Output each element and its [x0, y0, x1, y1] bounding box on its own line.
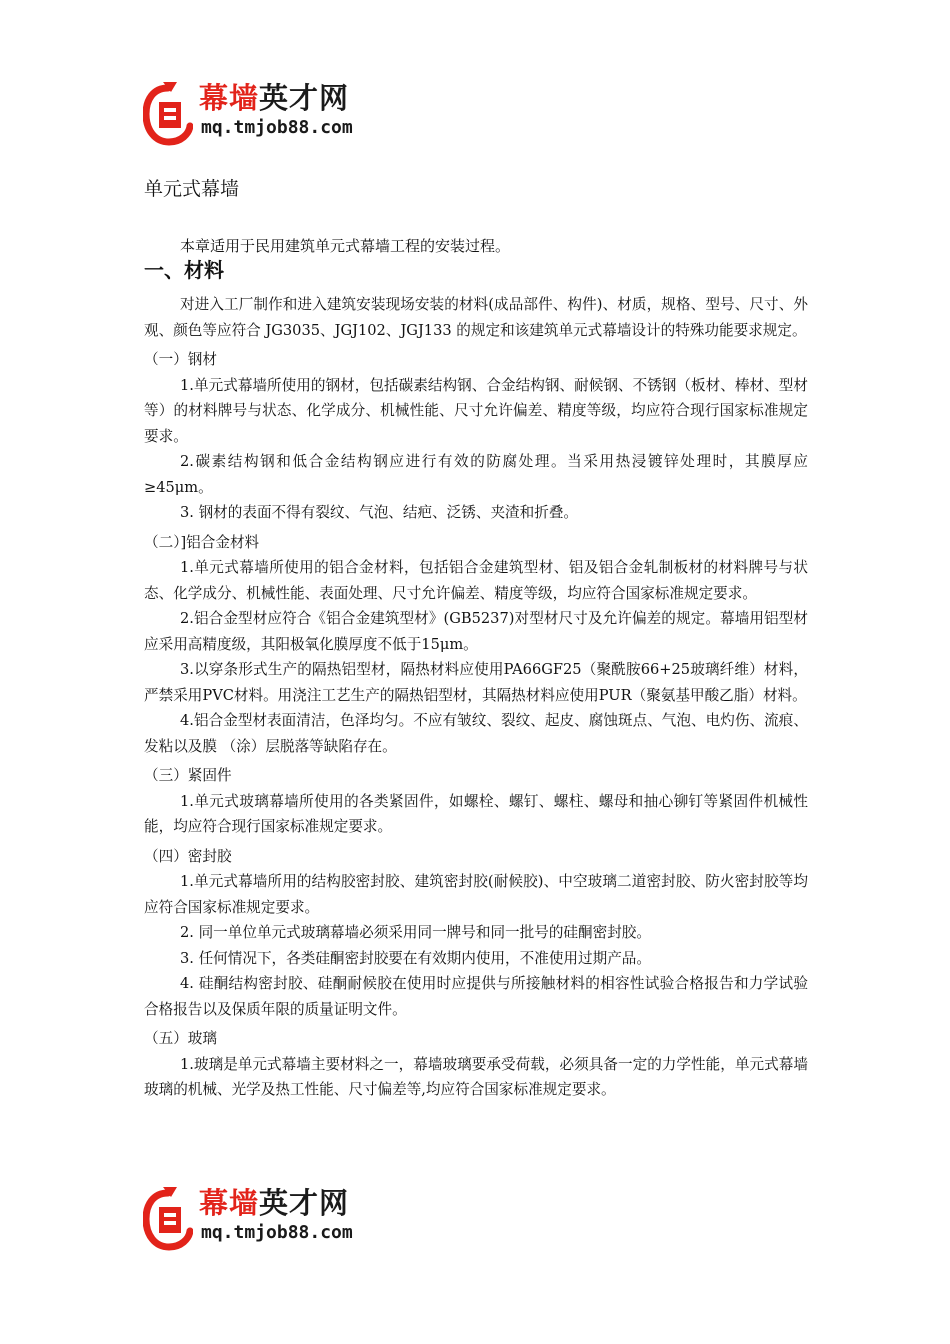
logo-name-part1: 幕墙 — [199, 1186, 260, 1220]
paragraph: 4. 硅酮结构密封胶、硅酮耐候胶在使用时应提供与所接触材料的相容性试验合格报告和力学试验合格报告以及保质年限的质量证明文件。 — [144, 975, 808, 1018]
logo-url: mq.tmjob88.com — [201, 1222, 353, 1243]
logo-name-part1: 幕墙 — [199, 81, 260, 115]
logo-icon — [143, 82, 193, 146]
paragraph: 1.单元式幕墙所用的结构胶密封胶、建筑密封胶(耐候胶)、中空玻璃二道密封胶、防火密封胶等均应符合国家标准规定要求。 — [144, 873, 808, 916]
paragraph: 1.单元式幕墙所使用的铝合金材料，包括铝合金建筑型材、铝及铝合金轧制板材的材料牌号与状态、化学成分、机械性能、表面处理、尺寸允许偏差、精度等级，均应符合国家标准规定要求。 — [144, 559, 808, 602]
logo-url: mq.tmjob88.com — [201, 117, 353, 138]
intro-text: 本章适用于民用建筑单元式幕墙工程的安装过程。 — [180, 237, 511, 255]
subsection-heading: （一）钢材 — [144, 351, 217, 368]
logo-icon — [143, 1187, 193, 1251]
subsection-heading: （三）紧固件 — [144, 767, 232, 784]
paragraph: 2.铝合金型材应符合《铝合金建筑型材》(GB5237)对型材尺寸及允许偏差的规定。幕墙用铝型材应采用高精度级，其阳极氧化膜厚度不低于15μm。 — [144, 610, 808, 653]
document-title: 单元式幕墙 — [144, 178, 240, 200]
subsection-heading: （五）玻璃 — [144, 1030, 217, 1047]
section-heading: 一、材料 — [144, 258, 224, 282]
section-lead: 对进入工厂制作和进入建筑安装现场安装的材料(成品部件、构件)、材质，规格、型号、尺寸、外观、颜色等应符合 JG3035、JGJ102、JGJ133 的规定和该建筑单元式幕墙设计的特殊功能要求规定。 — [144, 296, 808, 339]
subsection-heading: （二）]铝合金材料 — [144, 533, 260, 551]
paragraph: 3.以穿条形式生产的隔热铝型材，隔热材料应使用PA66GF25（聚酰胺66+25玻璃纤维）材料，严禁采用PVC材料。用浇注工艺生产的隔热铝型材，其隔热材料应使用PUR（聚氨基甲酸乙脂）材料。 — [144, 661, 808, 704]
paragraph: 2.碳素结构钢和低合金结构钢应进行有效的防腐处理。当采用热浸镀锌处理时，其膜厚应≥45μm。 — [144, 453, 808, 496]
section-body — [144, 292, 808, 1103]
paragraph: 1.单元式玻璃幕墙所使用的各类紧固件，如螺栓、螺钉、螺柱、螺母和抽心铆钉等紧固件机械性能，均应符合现行国家标准规定要求。 — [144, 792, 808, 835]
paragraph: 3. 任何情况下，各类硅酮密封胶要在有效期内使用，不准使用过期产品。 — [180, 949, 651, 967]
paragraph: 1.单元式幕墙所使用的钢材，包括碳素结构钢、合金结构钢、耐候钢、不锈钢（板材、棒材、型材等）的材料牌号与状态、化学成分、机械性能、尺寸允许偏差、精度等级，均应符合现行国家标准规定要求。 — [144, 376, 808, 445]
logo-footer — [143, 1183, 393, 1255]
logo-name-part2: 英才网 — [259, 81, 350, 115]
subsection-heading: （四）密封胶 — [144, 847, 232, 865]
paragraph: 2. 同一单位单元式玻璃幕墙必须采用同一牌号和同一批号的硅酮密封胶。 — [180, 924, 651, 941]
logo-name-part2: 英才网 — [259, 1186, 350, 1220]
logo-name — [199, 80, 349, 116]
paragraph: 4.铝合金型材表面清洁，色泽均匀。不应有皱纹、裂纹、起皮、腐蚀斑点、气泡、电灼伤、流痕、发粘以及膜 （涂）层脱落等缺陷存在。 — [144, 712, 808, 755]
paragraph: 3. 钢材的表面不得有裂纹、气泡、结疤、泛锈、夹渣和折叠。 — [180, 504, 579, 521]
logo-name — [199, 1185, 349, 1221]
logo-header — [143, 78, 393, 150]
paragraph: 1.玻璃是单元式幕墙主要材料之一，幕墙玻璃要承受荷载，必须具备一定的力学性能，单元式幕墙玻璃的机械、光学及热工性能、尺寸偏差等,均应符合国家标准规定要求。 — [144, 1055, 808, 1098]
